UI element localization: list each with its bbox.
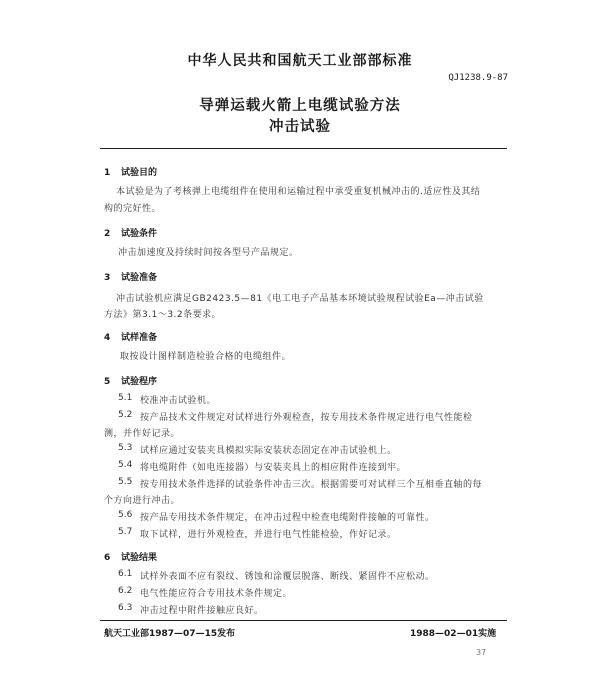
item-number: 5.3 — [118, 443, 133, 453]
effective-date: 1988—02—01实施 — [410, 629, 497, 639]
item-number: 5.2 — [118, 410, 133, 420]
section-2-heading — [104, 226, 157, 239]
section-1-heading — [104, 165, 157, 178]
section-number: 1 — [104, 168, 111, 178]
item-number: 5.1 — [118, 393, 133, 403]
item-number: 6.1 — [118, 569, 133, 579]
section-5-heading — [104, 374, 157, 387]
section-title: 试验目的 — [121, 168, 158, 178]
document-subtitle: 冲击试验 — [269, 119, 331, 135]
section-title: 试验条件 — [121, 229, 158, 239]
item-line: 试样应通过安装夹具模拟实际安装状态固定在冲击试验机上。 — [140, 446, 397, 456]
publish-date: 航天工业部1987—07—15发布 — [104, 629, 236, 639]
section-3-heading — [104, 270, 157, 283]
item-line: 冲击过程中附件接触应良好。 — [140, 606, 264, 616]
item-line: 将电缆附件（如电连接器）与安装夹具上的相应附件连接到牢。 — [140, 463, 407, 473]
section-title: 试验程序 — [121, 377, 158, 387]
document-title: 导弹运载火箭上电缆试验方法 — [199, 98, 401, 114]
section-title: 试验准备 — [121, 273, 158, 283]
section-number: 4 — [104, 333, 111, 343]
page-number: 37 — [476, 648, 487, 657]
item-number: 5.6 — [118, 510, 133, 520]
section-title: 试样准备 — [121, 333, 158, 343]
paragraph-line: 冲击加速度及持续时间按各型号产品规定。 — [118, 248, 299, 258]
paragraph-line: 冲击试验机应满足GB2423.5—81《电工电子产品基本环境试验规程试验Ea—冲击试验 — [116, 294, 484, 304]
item-line: 测，并作好记录。 — [104, 429, 181, 439]
standard-title: 中华人民共和国航天工业部部标准 — [187, 53, 413, 69]
item-line: 按产品技术文件规定对试样进行外观检查，按专用技术条件规定进行电气性能检 — [140, 413, 473, 423]
paragraph-line: 方法》第3.1～3.2条要求。 — [104, 310, 222, 320]
section-number: 5 — [104, 377, 111, 387]
section-number: 6 — [104, 553, 111, 563]
item-line: 按专用技术条件选择的试验条件冲击三次。根据需要可对试样三个互相垂直轴的每 — [140, 480, 483, 490]
standard-code: QJ1238.9-87 — [448, 73, 508, 83]
paragraph-line: 构的完好性。 — [104, 204, 162, 214]
item-line: 按产品专用技术条件规定，在冲击过程中检查电缆附件接触的可靠性。 — [140, 513, 435, 523]
bottom-rule — [100, 620, 507, 621]
item-line: 取下试样，进行外观检查，并进行电气性能检验，作好记录。 — [140, 530, 397, 540]
section-4-heading — [104, 330, 157, 343]
section-title: 试验结果 — [121, 553, 158, 563]
item-number: 5.7 — [118, 527, 133, 537]
paragraph-line: 本试验是为了考核弹上电缆组件在使用和运输过程中承受重复机械冲击的.适应性及其结 — [116, 187, 481, 197]
item-line: 个方向进行冲击。 — [104, 496, 181, 506]
item-number: 6.3 — [118, 603, 133, 613]
item-number: 5.4 — [118, 460, 133, 470]
paragraph-line: 取按设计图样制造检验合格的电缆组件。 — [120, 352, 292, 362]
item-number: 5.5 — [118, 477, 133, 487]
top-rule — [100, 148, 507, 149]
item-line: 校准冲击试验机。 — [140, 396, 217, 406]
item-line: 电气性能应符合专用技术条件规定。 — [140, 589, 293, 599]
item-line: 试样外表面不应有裂纹、锈蚀和涂覆层脱落、断线、紧固件不应松动。 — [140, 572, 435, 582]
item-number: 6.2 — [118, 586, 133, 596]
section-number: 3 — [104, 273, 111, 283]
section-6-heading — [104, 550, 157, 563]
section-number: 2 — [104, 229, 111, 239]
